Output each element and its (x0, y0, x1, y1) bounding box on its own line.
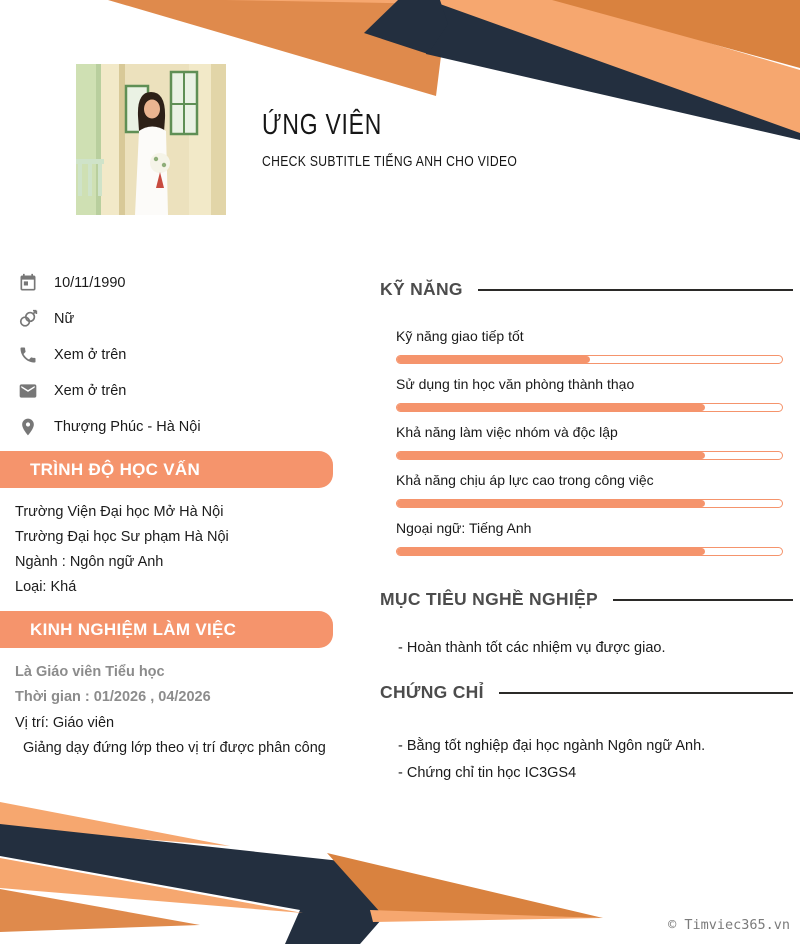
info-item-text: Nữ (54, 311, 75, 327)
heading-rule (478, 289, 793, 291)
info-item-phone (18, 337, 363, 373)
heading-rule (499, 692, 793, 694)
skill-item (396, 374, 783, 422)
skill-label: Sử dụng tin học văn phòng thành thạo (396, 376, 635, 392)
personal-info-list (18, 265, 363, 445)
info-item-birthday (18, 265, 363, 301)
skill-bar (396, 451, 783, 460)
education-line: Ngành : Ngôn ngữ Anh (15, 554, 164, 570)
skill-item (396, 422, 783, 470)
skill-label: Ngoại ngữ: Tiếng Anh (396, 520, 532, 536)
info-item-email (18, 373, 363, 409)
experience-line: Vị trí: Giáo viên (15, 714, 115, 731)
info-item-text: Thượng Phúc - Hà Nội (54, 419, 201, 435)
objective-heading: MỤC TIÊU NGHỀ NGHIỆP (380, 589, 598, 609)
skill-bar (396, 499, 783, 508)
skill-item (396, 470, 783, 518)
objective-section-header (380, 589, 793, 610)
experience-line: Là Giáo viên Tiểu học (15, 664, 165, 680)
certificate-line: - Bằng tốt nghiệp đại học ngành Ngôn ngữ Anh. (398, 738, 706, 754)
skills-heading: KỸ NĂNG (380, 279, 463, 299)
education-line: Trường Đại học Sư phạm Hà Nội (15, 529, 229, 545)
objective-content (398, 638, 665, 659)
education-section-header (0, 451, 333, 488)
experience-line: Giảng dạy đứng lớp theo vị trí được phân công (23, 739, 326, 756)
email-icon (18, 381, 38, 401)
certificate-line: - Chứng chỉ tin học IC3GS4 (398, 764, 577, 781)
education-line: Trường Viện Đại học Mở Hà Nội (15, 504, 224, 520)
certificates-heading: CHỨNG CHỈ (380, 682, 484, 702)
experience-section-header (0, 611, 333, 648)
skill-bar (396, 403, 783, 412)
page-subtitle: CHECK SUBTITLE TIẾNG ANH CHO VIDEO (262, 153, 518, 170)
skill-label: Khả năng làm việc nhóm và độc lập (396, 424, 618, 440)
skill-bar-fill (397, 404, 705, 411)
skill-bar-fill (397, 452, 705, 459)
location-icon (18, 417, 38, 437)
skill-item (396, 518, 783, 566)
objective-line: - Hoàn thành tốt các nhiệm vụ được giao. (398, 640, 666, 656)
skill-label: Kỹ năng giao tiếp tốt (396, 328, 524, 344)
heading-rule (613, 599, 793, 601)
info-item-text: Xem ở trên (54, 383, 127, 399)
skill-bar-fill (397, 356, 590, 363)
education-content (15, 500, 229, 600)
skills-section-header (380, 279, 793, 300)
skill-bar (396, 355, 783, 364)
info-item-text: Xem ở trên (54, 347, 127, 363)
certificates-content (398, 733, 705, 786)
skill-bar-fill (397, 500, 705, 507)
skill-bar (396, 547, 783, 556)
certificates-section-header (380, 682, 793, 703)
info-item-text: 10/11/1990 (54, 275, 126, 291)
phone-icon (18, 345, 38, 365)
calendar-icon (18, 273, 38, 293)
profile-photo (76, 64, 226, 215)
gender-icon (18, 309, 38, 329)
skill-bar-fill (397, 548, 705, 555)
experience-line: Thời gian : 01/2026 , 04/2026 (15, 689, 211, 706)
experience-heading: KINH NGHIỆM LÀM VIỆC (30, 619, 237, 639)
education-line: Loại: Khá (15, 579, 77, 595)
education-heading: TRÌNH ĐỘ HỌC VẤN (30, 459, 201, 479)
experience-content (15, 660, 326, 761)
skill-label: Khả năng chịu áp lực cao trong công việc (396, 472, 654, 488)
skill-item (396, 326, 783, 374)
copyright-text: © Timviec365.vn (668, 917, 790, 933)
info-item-address (18, 409, 363, 445)
page-title: ỨNG VIÊN (262, 109, 383, 141)
info-item-gender (18, 301, 363, 337)
